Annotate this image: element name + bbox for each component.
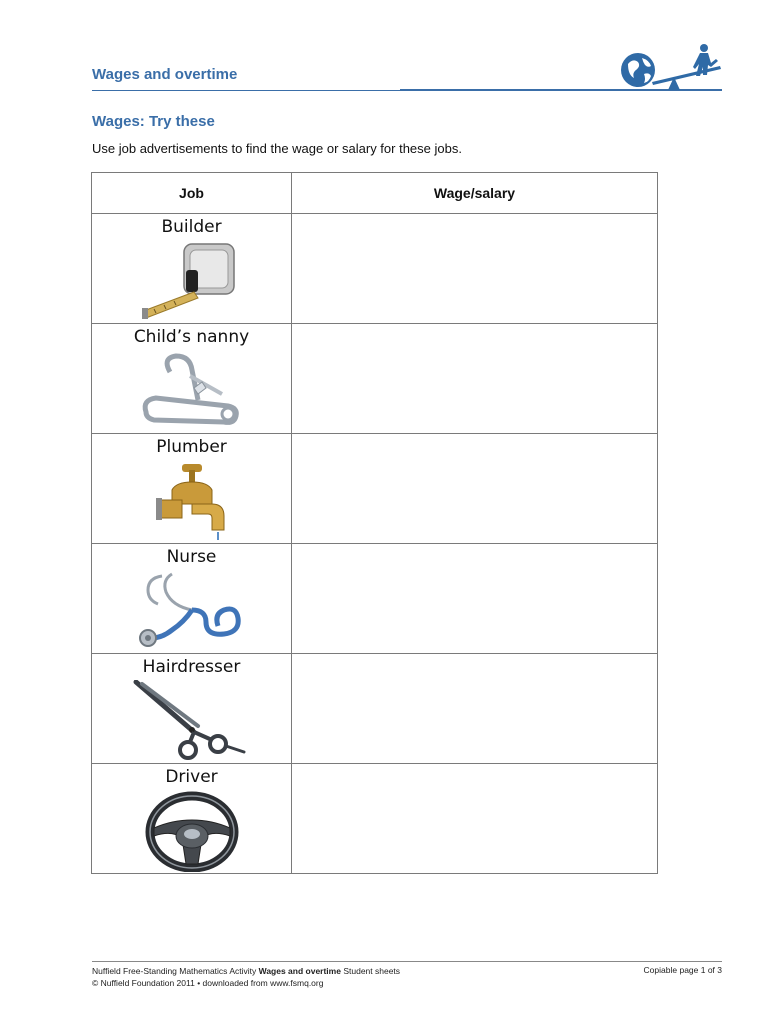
section-title: Wages: Try these [92, 113, 215, 130]
job-name: Child’s nanny [133, 327, 250, 347]
instructions-text: Use job advertisements to find the wage or salary for these jobs. [92, 141, 462, 156]
job-name: Hairdresser [142, 657, 241, 677]
safety-pin-icon [132, 350, 252, 432]
column-header-job: Job [92, 173, 292, 214]
table-row [92, 764, 658, 874]
table-row [92, 654, 658, 764]
table-row [92, 324, 658, 434]
job-cell [92, 214, 292, 324]
wage-cell[interactable] [292, 214, 658, 324]
jobs-table [91, 172, 658, 874]
wage-cell[interactable] [292, 764, 658, 874]
footer-credits [92, 965, 400, 989]
job-name: Nurse [166, 547, 217, 567]
nuffield-logo-icon [618, 44, 724, 94]
wage-cell[interactable] [292, 324, 658, 434]
footer-activity-title: Wages and overtime [258, 966, 341, 976]
stethoscope-icon [132, 570, 252, 652]
footer-copyright: © Nuffield Foundation 2011 • downloaded from www.fsmq.org [92, 978, 324, 988]
job-cell [92, 434, 292, 544]
wage-cell[interactable] [292, 434, 658, 544]
tape-measure-icon [132, 240, 252, 322]
job-cell [92, 654, 292, 764]
job-cell [92, 764, 292, 874]
wage-cell[interactable] [292, 654, 658, 764]
tap-icon [132, 460, 252, 542]
job-name: Driver [165, 767, 218, 787]
steering-wheel-icon [132, 790, 252, 872]
column-header-wage: Wage/salary [292, 173, 658, 214]
job-cell [92, 324, 292, 434]
footer-page-info: Copiable page 1 of 3 [643, 965, 722, 975]
table-header-row [92, 173, 658, 214]
table-row [92, 434, 658, 544]
table-row [92, 214, 658, 324]
header-title: Wages and overtime [92, 66, 238, 83]
scissors-icon [132, 680, 252, 762]
table-row [92, 544, 658, 654]
wage-cell[interactable] [292, 544, 658, 654]
job-cell [92, 544, 292, 654]
job-name: Plumber [156, 437, 227, 457]
footer-divider [92, 961, 722, 962]
footer-activity-suffix: Student sheets [340, 966, 401, 976]
job-name: Builder [161, 217, 222, 237]
footer-activity-prefix: Nuffield Free-Standing Mathematics Activity [92, 966, 259, 976]
